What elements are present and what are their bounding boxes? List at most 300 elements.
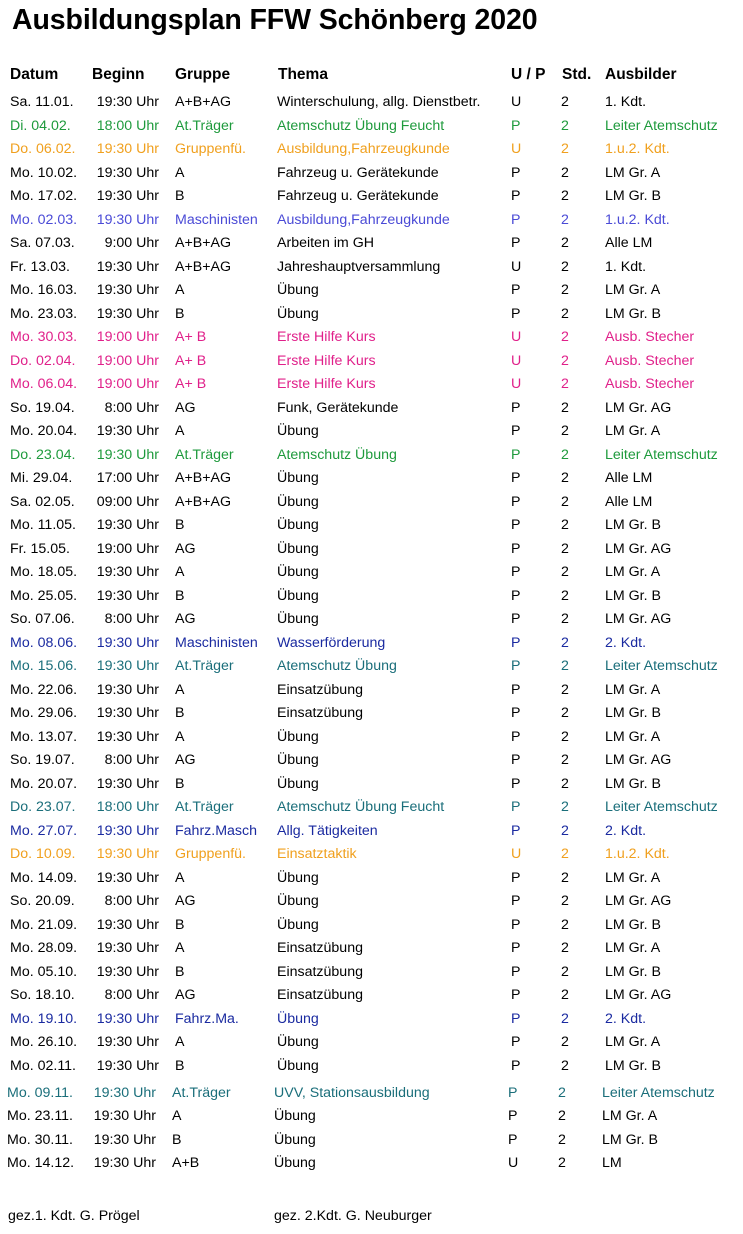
- cell-beginn: 19:30 Uhr: [96, 587, 159, 604]
- header-gruppe: Gruppe: [175, 66, 231, 83]
- cell-ausbilder: 1.u.2. Kdt.: [605, 846, 670, 862]
- cell-datum: Mo. 05.10.: [10, 963, 78, 980]
- cell-up: U: [511, 352, 522, 369]
- header-ausbilder: Ausbilder: [605, 66, 677, 83]
- cell-beginn: 19:30 Uhr: [96, 164, 159, 181]
- cell-std: 2: [561, 211, 569, 228]
- cell-std: 2: [561, 822, 569, 839]
- cell-std: 2: [561, 493, 569, 510]
- table-row: [0, 868, 743, 892]
- cell-ausbilder: 1.u.2. Kdt.: [605, 211, 670, 228]
- cell-gruppe: A: [175, 940, 185, 956]
- cell-thema: Übung: [277, 752, 319, 768]
- cell-datum: Sa. 11.01.: [10, 94, 74, 110]
- table-row: [0, 539, 743, 563]
- cell-std: 2: [561, 728, 569, 745]
- cell-beginn: 19:30 Uhr: [96, 916, 159, 933]
- table-row: [0, 351, 743, 375]
- table-row: [0, 257, 743, 281]
- table-row: [0, 774, 743, 798]
- cell-ausbilder: LM Gr. B: [602, 1131, 658, 1148]
- cell-beginn: 19:30 Uhr: [96, 1057, 159, 1074]
- cell-thema: Atemschutz Übung: [277, 658, 397, 674]
- cell-std: 2: [561, 940, 569, 956]
- cell-std: 2: [561, 893, 569, 909]
- header-datum: Datum: [10, 66, 59, 83]
- cell-gruppe: B: [175, 188, 185, 204]
- cell-gruppe: Maschinisten: [175, 634, 258, 651]
- cell-beginn: 9:00 Uhr: [104, 235, 159, 251]
- cell-datum: Mo. 23.03.: [10, 305, 78, 322]
- cell-up: P: [511, 282, 521, 298]
- cell-gruppe: AG: [175, 752, 196, 768]
- table-row: [0, 445, 743, 469]
- cell-std: 2: [561, 681, 569, 698]
- cell-std: 2: [561, 329, 569, 345]
- cell-thema: Übung: [277, 305, 319, 322]
- cell-beginn: 19:30 Uhr: [96, 94, 159, 110]
- cell-datum: Mo. 14.12.: [7, 1155, 75, 1171]
- cell-std: 2: [561, 705, 569, 721]
- cell-gruppe: A: [175, 728, 185, 745]
- table-row: [0, 727, 743, 751]
- table-row: [0, 1153, 743, 1177]
- cell-datum: Mo. 02.11.: [10, 1057, 76, 1074]
- cell-datum: Mo. 20.04.: [10, 423, 78, 439]
- table-row: [0, 609, 743, 633]
- cell-beginn: 19:30 Uhr: [96, 517, 159, 533]
- table-row: [0, 210, 743, 234]
- table-row: [0, 962, 743, 986]
- cell-datum: Mo. 10.02.: [10, 164, 78, 181]
- cell-beginn: 19:30 Uhr: [96, 963, 159, 980]
- header-thema: Thema: [278, 66, 328, 83]
- cell-thema: Atemschutz Übung Feucht: [277, 799, 445, 815]
- cell-beginn: 18:00 Uhr: [96, 117, 159, 134]
- table-row: [0, 515, 743, 539]
- cell-up: P: [511, 963, 521, 980]
- cell-gruppe: A: [175, 164, 185, 181]
- cell-thema: Ausbildung,Fahrzeugkunde: [277, 141, 450, 157]
- cell-gruppe: At.Träger: [175, 446, 234, 463]
- cell-gruppe: B: [175, 517, 185, 533]
- cell-ausbilder: LM Gr. B: [605, 517, 661, 533]
- table-row: [0, 186, 743, 210]
- cell-beginn: 8:00 Uhr: [104, 752, 159, 768]
- cell-beginn: 19:30 Uhr: [96, 305, 159, 322]
- cell-std: 2: [561, 141, 569, 157]
- table-row: [0, 116, 743, 140]
- cell-std: 2: [561, 564, 569, 580]
- cell-std: 2: [558, 1155, 566, 1171]
- cell-datum: Mo. 02.03.: [10, 211, 78, 228]
- cell-std: 2: [561, 446, 569, 463]
- cell-up: P: [511, 211, 521, 228]
- cell-std: 2: [561, 305, 569, 322]
- cell-std: 2: [561, 376, 569, 392]
- table-row: [0, 562, 743, 586]
- cell-std: 2: [561, 117, 569, 134]
- cell-thema: Übung: [277, 869, 319, 886]
- table-row: [0, 280, 743, 304]
- cell-beginn: 19:30 Uhr: [96, 634, 159, 651]
- cell-datum: Mo. 28.09.: [10, 940, 78, 956]
- table-row: [0, 680, 743, 704]
- cell-ausbilder: LM Gr. B: [605, 188, 661, 204]
- cell-ausbilder: LM Gr. B: [605, 963, 661, 980]
- table-row: [0, 163, 743, 187]
- cell-std: 2: [558, 1131, 566, 1148]
- cell-datum: Mo. 22.06.: [10, 681, 78, 698]
- cell-gruppe: A: [175, 282, 185, 298]
- cell-beginn: 8:00 Uhr: [104, 987, 159, 1003]
- table-row: [0, 1083, 743, 1107]
- cell-std: 2: [558, 1084, 566, 1101]
- table-row: [0, 492, 743, 516]
- cell-std: 2: [561, 517, 569, 533]
- cell-gruppe: A+B+AG: [175, 258, 231, 275]
- cell-ausbilder: 2. Kdt.: [605, 822, 647, 839]
- cell-thema: Arbeiten im GH: [277, 235, 374, 251]
- cell-ausbilder: LM Gr. B: [605, 305, 661, 322]
- cell-beginn: 19:00 Uhr: [96, 329, 159, 345]
- cell-up: P: [511, 822, 521, 839]
- table-row: [0, 304, 743, 328]
- cell-gruppe: At.Träger: [172, 1084, 231, 1101]
- cell-datum: Mo. 15.06.: [10, 658, 78, 674]
- cell-up: P: [511, 1034, 521, 1050]
- cell-ausbilder: Leiter Atemschutz: [605, 658, 718, 674]
- cell-beginn: 19:30 Uhr: [93, 1084, 156, 1101]
- cell-gruppe: B: [175, 1057, 185, 1074]
- cell-gruppe: A+ B: [175, 376, 207, 392]
- cell-thema: Übung: [277, 423, 319, 439]
- cell-thema: Jahreshauptversammlung: [277, 258, 441, 275]
- cell-gruppe: Gruppenfü.: [175, 846, 246, 862]
- cell-datum: Do. 10.09.: [10, 846, 76, 862]
- cell-beginn: 8:00 Uhr: [104, 611, 159, 627]
- cell-ausbilder: LM Gr. A: [605, 728, 661, 745]
- cell-thema: Übung: [277, 1034, 319, 1050]
- cell-thema: Übung: [277, 728, 319, 745]
- cell-datum: So. 19.04.: [10, 399, 75, 416]
- cell-gruppe: AG: [175, 987, 196, 1003]
- cell-gruppe: Gruppenfü.: [175, 141, 246, 157]
- cell-std: 2: [561, 752, 569, 768]
- table-row: [0, 233, 743, 257]
- cell-thema: Atemschutz Übung Feucht: [277, 117, 445, 134]
- table-row: [0, 1009, 743, 1033]
- cell-std: 2: [561, 188, 569, 204]
- cell-datum: Mo. 30.11.: [7, 1131, 73, 1148]
- signature-first-commander: gez.1. Kdt. G. Prögel: [8, 1208, 140, 1224]
- table-row: [0, 586, 743, 610]
- cell-thema: UVV, Stationsausbildung: [274, 1084, 430, 1101]
- cell-std: 2: [561, 1057, 569, 1074]
- cell-up: P: [511, 493, 521, 510]
- cell-datum: Mo. 09.11.: [7, 1084, 73, 1101]
- cell-thema: Übung: [277, 775, 319, 792]
- cell-datum: Mo. 25.05.: [10, 587, 78, 604]
- cell-datum: Mo. 14.09.: [10, 869, 78, 886]
- cell-up: P: [511, 564, 521, 580]
- cell-up: P: [511, 752, 521, 768]
- cell-ausbilder: LM Gr. A: [605, 564, 661, 580]
- cell-up: P: [511, 1057, 521, 1074]
- cell-up: P: [511, 446, 521, 463]
- table-row: [0, 421, 743, 445]
- cell-up: U: [511, 258, 522, 275]
- cell-gruppe: A: [175, 564, 185, 580]
- cell-beginn: 19:30 Uhr: [96, 211, 159, 228]
- cell-ausbilder: LM Gr. AG: [605, 893, 672, 909]
- cell-datum: Mo. 29.06.: [10, 705, 78, 721]
- cell-datum: So. 20.09.: [10, 893, 75, 909]
- cell-beginn: 19:30 Uhr: [96, 564, 159, 580]
- cell-ausbilder: 1. Kdt.: [605, 258, 647, 275]
- table-row: [0, 468, 743, 492]
- cell-thema: Einsatzübung: [277, 705, 363, 721]
- table-row: [0, 915, 743, 939]
- cell-gruppe: A: [175, 869, 185, 886]
- cell-up: P: [511, 235, 521, 251]
- cell-std: 2: [561, 94, 569, 110]
- cell-thema: Übung: [277, 493, 319, 510]
- cell-beginn: 19:30 Uhr: [96, 822, 159, 839]
- cell-std: 2: [561, 352, 569, 369]
- cell-thema: Übung: [274, 1131, 316, 1148]
- cell-std: 2: [561, 634, 569, 651]
- cell-beginn: 19:30 Uhr: [96, 775, 159, 792]
- cell-gruppe: A: [175, 681, 185, 698]
- table-header: [0, 66, 743, 86]
- cell-beginn: 8:00 Uhr: [104, 893, 159, 909]
- cell-ausbilder: Ausb. Stecher: [605, 329, 695, 345]
- cell-thema: Einsatzübung: [277, 940, 363, 956]
- cell-gruppe: At.Träger: [175, 117, 234, 134]
- cell-thema: Fahrzeug u. Gerätekunde: [277, 188, 439, 204]
- cell-up: P: [511, 587, 521, 604]
- cell-up: P: [511, 705, 521, 721]
- cell-std: 2: [561, 282, 569, 298]
- cell-beginn: 19:30 Uhr: [96, 1034, 159, 1050]
- cell-std: 2: [561, 235, 569, 251]
- cell-std: 2: [561, 587, 569, 604]
- cell-up: P: [511, 611, 521, 627]
- cell-datum: Di. 04.02.: [10, 117, 71, 134]
- cell-beginn: 19:30 Uhr: [96, 869, 159, 886]
- cell-gruppe: Maschinisten: [175, 211, 258, 228]
- cell-thema: Einsatzübung: [277, 963, 363, 980]
- cell-ausbilder: Leiter Atemschutz: [605, 799, 718, 815]
- cell-beginn: 19:00 Uhr: [96, 352, 159, 369]
- table-row: [0, 1056, 743, 1080]
- cell-thema: Einsatzübung: [277, 987, 363, 1003]
- cell-up: P: [511, 517, 521, 533]
- cell-beginn: 19:30 Uhr: [93, 1155, 156, 1171]
- cell-gruppe: A: [172, 1108, 182, 1124]
- cell-std: 2: [561, 963, 569, 980]
- cell-up: P: [511, 1010, 521, 1027]
- cell-std: 2: [561, 258, 569, 275]
- cell-ausbilder: LM Gr. AG: [605, 752, 672, 768]
- cell-up: P: [511, 681, 521, 698]
- cell-up: P: [511, 869, 521, 886]
- cell-std: 2: [561, 869, 569, 886]
- cell-ausbilder: LM: [602, 1155, 622, 1171]
- cell-thema: Übung: [274, 1155, 316, 1171]
- cell-gruppe: B: [172, 1131, 182, 1148]
- cell-up: P: [511, 658, 521, 674]
- cell-ausbilder: Ausb. Stecher: [605, 352, 695, 369]
- cell-std: 2: [561, 399, 569, 416]
- cell-datum: Mo. 30.03.: [10, 329, 78, 345]
- cell-datum: Mo. 20.07.: [10, 775, 78, 792]
- cell-thema: Wasserförderung: [277, 634, 386, 651]
- cell-gruppe: B: [175, 587, 185, 604]
- cell-thema: Übung: [277, 470, 319, 486]
- cell-std: 2: [561, 658, 569, 674]
- table-row: [0, 633, 743, 657]
- cell-beginn: 19:30 Uhr: [96, 728, 159, 745]
- cell-up: P: [511, 940, 521, 956]
- cell-datum: Sa. 07.03.: [10, 235, 75, 251]
- cell-up: P: [511, 775, 521, 792]
- cell-thema: Allg. Tätigkeiten: [277, 822, 378, 839]
- cell-gruppe: AG: [175, 893, 196, 909]
- table-row: [0, 891, 743, 915]
- cell-datum: Do. 06.02.: [10, 141, 76, 157]
- schedule-table: [0, 92, 743, 1177]
- cell-up: U: [511, 94, 522, 110]
- cell-up: P: [511, 423, 521, 439]
- cell-beginn: 19:30 Uhr: [96, 658, 159, 674]
- cell-gruppe: A+B: [172, 1155, 200, 1171]
- cell-thema: Übung: [277, 564, 319, 580]
- cell-datum: Mo. 16.03.: [10, 282, 78, 298]
- cell-beginn: 19:30 Uhr: [96, 1010, 159, 1027]
- cell-beginn: 19:30 Uhr: [96, 423, 159, 439]
- cell-thema: Übung: [277, 517, 319, 533]
- cell-thema: Einsatztaktik: [277, 846, 357, 862]
- table-row: [0, 797, 743, 821]
- cell-std: 2: [561, 916, 569, 933]
- cell-beginn: 19:30 Uhr: [96, 681, 159, 698]
- table-row: [0, 1032, 743, 1056]
- cell-gruppe: AG: [175, 399, 196, 416]
- table-row: [0, 821, 743, 845]
- cell-beginn: 19:30 Uhr: [96, 446, 159, 463]
- cell-datum: Mo. 11.05.: [10, 517, 76, 533]
- cell-up: P: [511, 164, 521, 181]
- cell-ausbilder: Leiter Atemschutz: [605, 117, 718, 134]
- cell-gruppe: AG: [175, 540, 196, 557]
- cell-up: P: [511, 540, 521, 557]
- cell-up: U: [511, 141, 522, 157]
- cell-up: P: [511, 634, 521, 651]
- cell-thema: Übung: [274, 1108, 316, 1124]
- cell-beginn: 19:30 Uhr: [96, 282, 159, 298]
- cell-ausbilder: Ausb. Stecher: [605, 376, 695, 392]
- cell-thema: Ausbildung,Fahrzeugkunde: [277, 211, 450, 228]
- cell-beginn: 19:30 Uhr: [96, 846, 159, 862]
- cell-gruppe: A: [175, 423, 185, 439]
- cell-datum: Do. 02.04.: [10, 352, 76, 369]
- cell-std: 2: [561, 164, 569, 181]
- cell-beginn: 09:00 Uhr: [96, 493, 159, 510]
- cell-ausbilder: 2. Kdt.: [605, 634, 647, 651]
- cell-std: 2: [561, 470, 569, 486]
- cell-ausbilder: Leiter Atemschutz: [602, 1084, 715, 1101]
- cell-datum: Sa. 02.05.: [10, 493, 75, 510]
- cell-ausbilder: 1.u.2. Kdt.: [605, 141, 670, 157]
- cell-gruppe: B: [175, 916, 185, 933]
- cell-thema: Übung: [277, 587, 319, 604]
- cell-std: 2: [561, 611, 569, 627]
- cell-thema: Funk, Gerätekunde: [277, 399, 399, 416]
- table-row: [0, 985, 743, 1009]
- cell-datum: Mo. 06.04.: [10, 376, 78, 392]
- cell-gruppe: B: [175, 775, 185, 792]
- cell-ausbilder: LM Gr. B: [605, 916, 661, 933]
- cell-thema: Übung: [277, 282, 319, 298]
- cell-datum: So. 19.07.: [10, 752, 75, 768]
- cell-ausbilder: 1. Kdt.: [605, 94, 647, 110]
- cell-thema: Erste Hilfe Kurs: [277, 329, 376, 345]
- cell-ausbilder: 2. Kdt.: [605, 1010, 647, 1027]
- cell-thema: Winterschulung, allg. Dienstbetr.: [277, 94, 481, 110]
- cell-ausbilder: LM Gr. A: [605, 1034, 661, 1050]
- cell-beginn: 19:30 Uhr: [96, 705, 159, 721]
- table-row: [0, 938, 743, 962]
- cell-thema: Übung: [277, 611, 319, 627]
- cell-std: 2: [558, 1108, 566, 1124]
- cell-gruppe: A+B+AG: [175, 94, 231, 110]
- cell-up: U: [511, 329, 522, 345]
- cell-thema: Übung: [277, 1010, 319, 1027]
- cell-datum: Mo. 17.02.: [10, 188, 78, 204]
- table-row: [0, 398, 743, 422]
- cell-std: 2: [561, 987, 569, 1003]
- cell-gruppe: A+ B: [175, 329, 207, 345]
- cell-datum: Fr. 13.03.: [10, 258, 70, 275]
- cell-datum: Mo. 18.05.: [10, 564, 78, 580]
- cell-datum: So. 18.10.: [10, 987, 75, 1003]
- cell-thema: Fahrzeug u. Gerätekunde: [277, 164, 439, 181]
- cell-datum: Mo. 26.10.: [10, 1034, 78, 1050]
- page-title: Ausbildungsplan FFW Schönberg 2020: [12, 4, 538, 36]
- cell-ausbilder: LM Gr. A: [605, 940, 661, 956]
- cell-up: U: [511, 846, 522, 862]
- table-row: [0, 1130, 743, 1154]
- cell-ausbilder: Alle LM: [605, 493, 653, 510]
- cell-up: P: [511, 728, 521, 745]
- cell-datum: Mo. 21.09.: [10, 916, 78, 933]
- cell-thema: Übung: [277, 916, 319, 933]
- cell-datum: Do. 23.07.: [10, 799, 76, 815]
- cell-up: P: [508, 1084, 518, 1101]
- cell-beginn: 19:30 Uhr: [93, 1108, 156, 1124]
- cell-beginn: 19:30 Uhr: [96, 258, 159, 275]
- cell-std: 2: [561, 1010, 569, 1027]
- cell-up: P: [511, 399, 521, 416]
- cell-std: 2: [561, 423, 569, 439]
- cell-ausbilder: LM Gr. A: [602, 1108, 658, 1124]
- cell-std: 2: [561, 799, 569, 815]
- cell-gruppe: At.Träger: [175, 799, 234, 815]
- cell-beginn: 19:30 Uhr: [96, 940, 159, 956]
- cell-up: P: [511, 916, 521, 933]
